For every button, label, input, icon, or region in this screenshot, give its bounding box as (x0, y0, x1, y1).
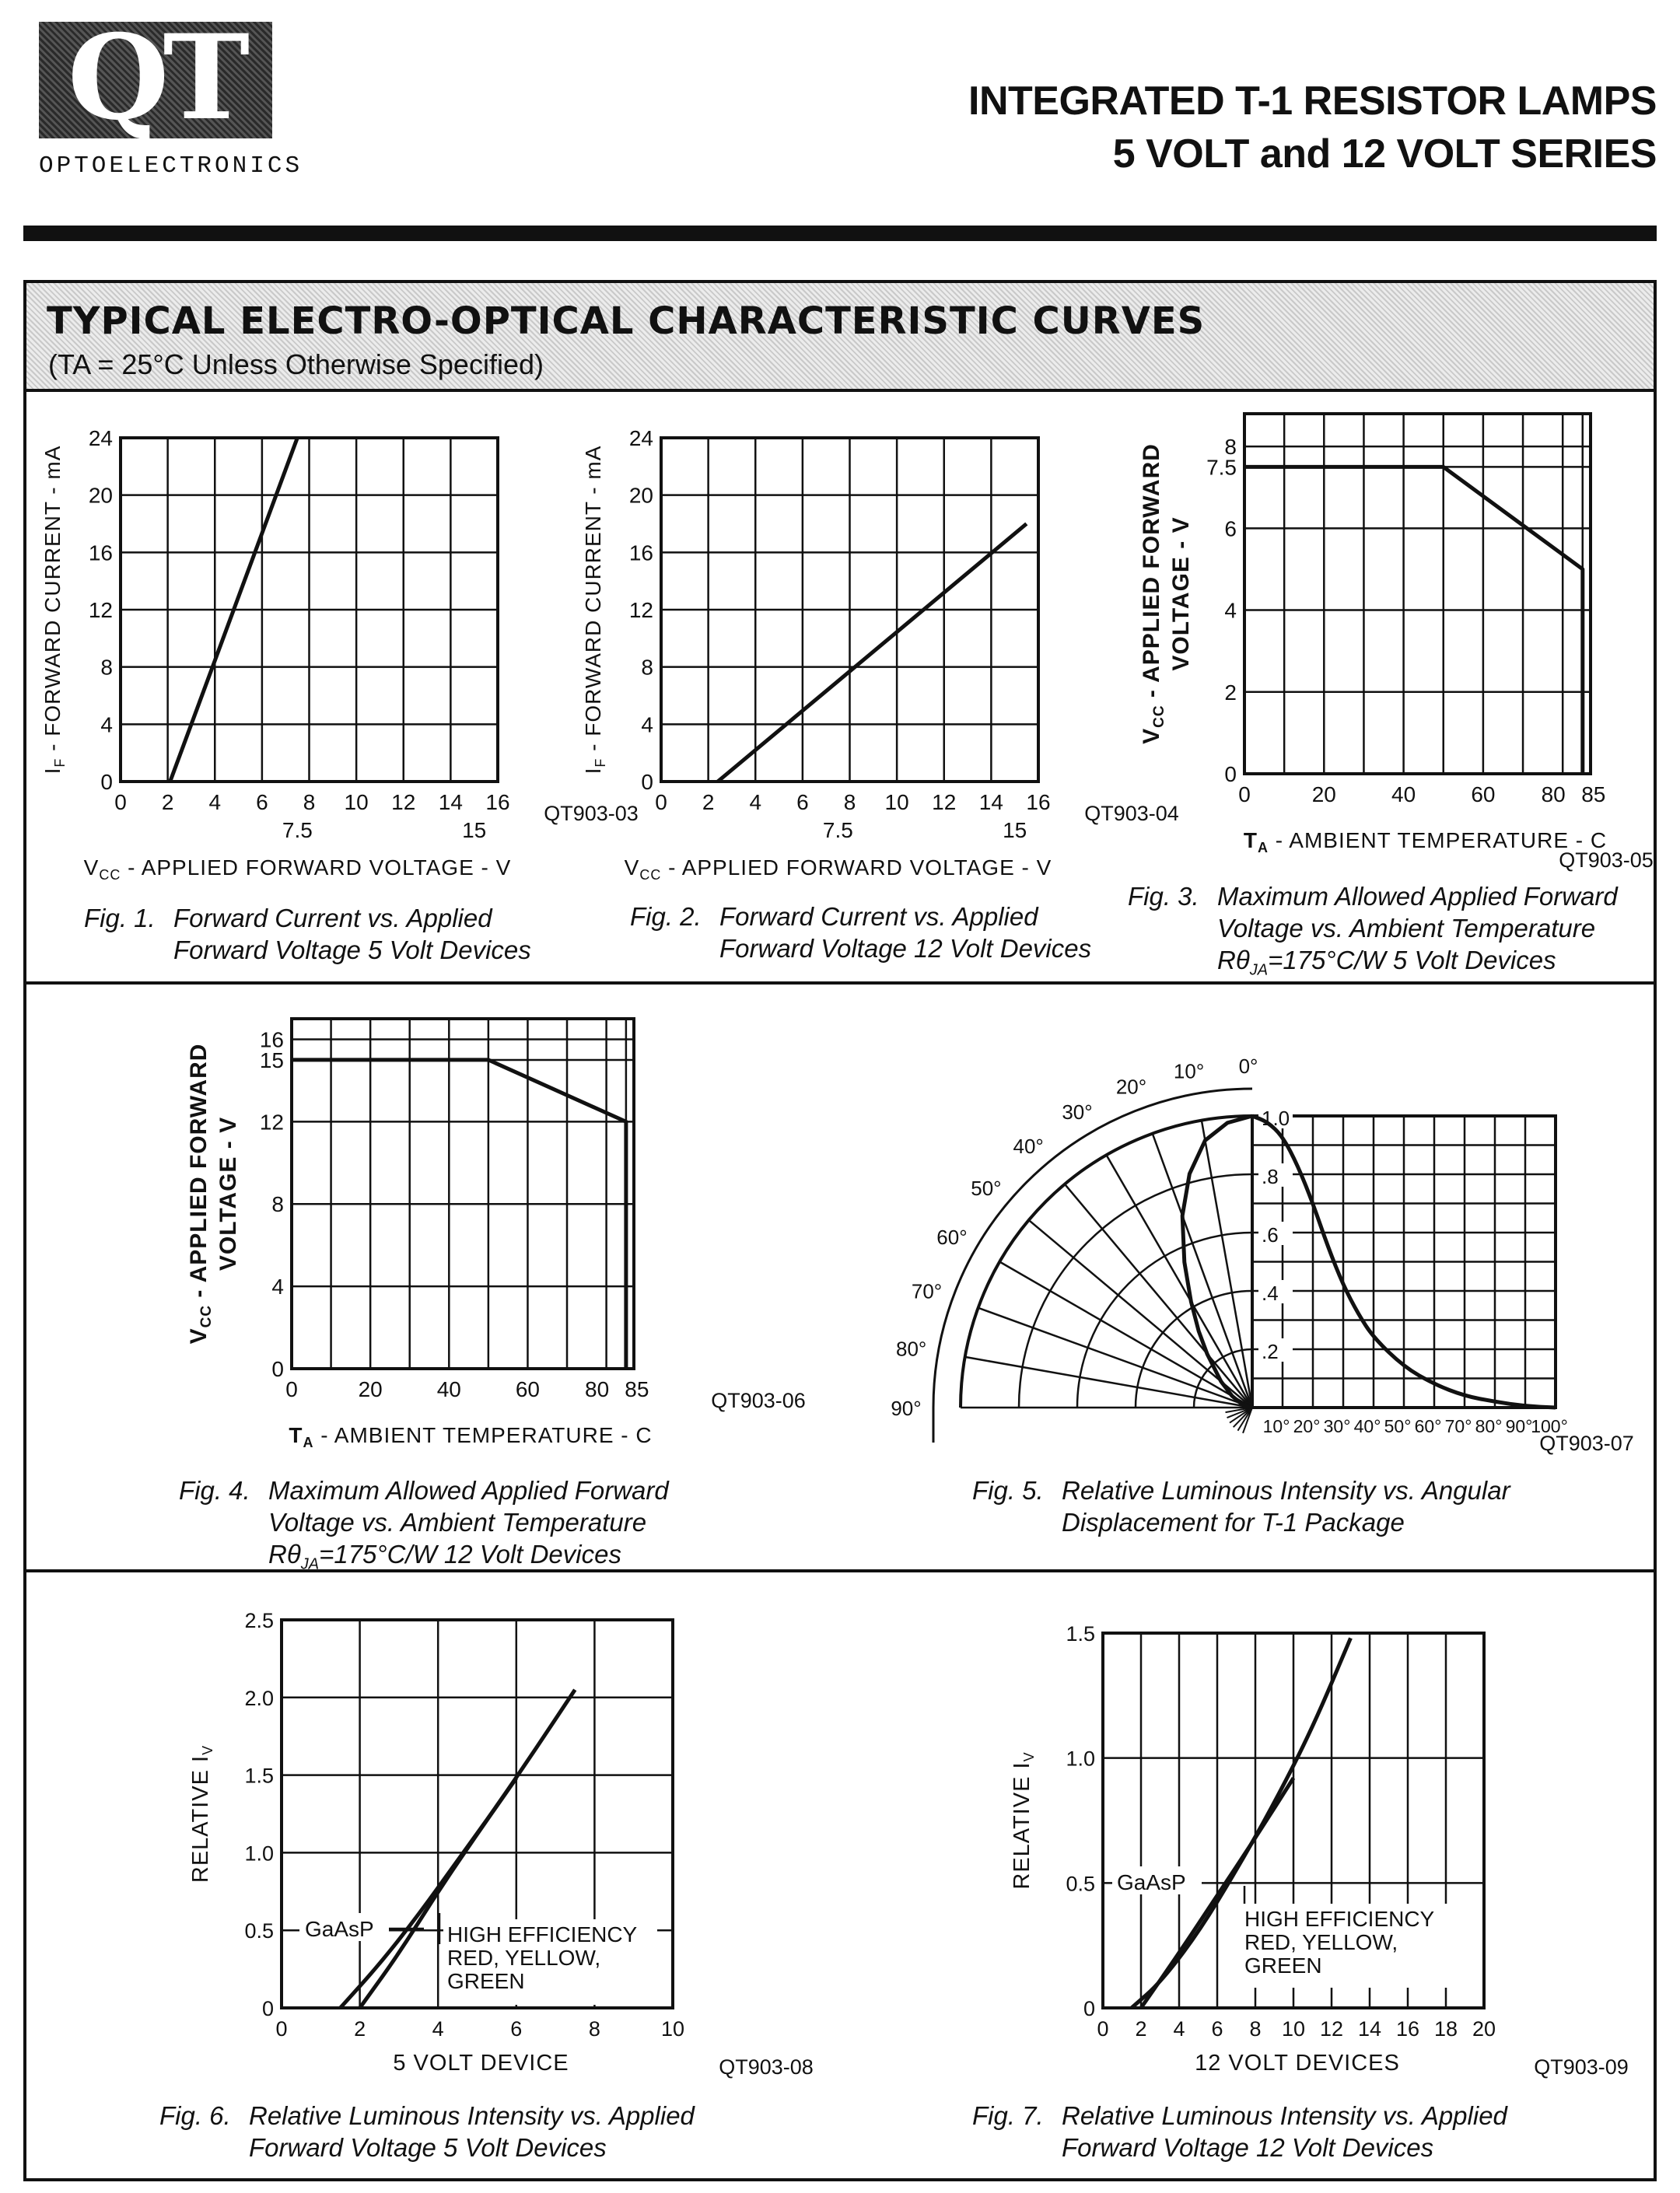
y-tick-label: 16 (628, 540, 653, 565)
x-tick-label: 20 (1472, 2017, 1496, 2041)
chart-fig3 (1139, 414, 1654, 872)
x-tick-label: 0 (114, 790, 127, 814)
annotation-gaasp: GaAsP (305, 1917, 374, 1941)
figure-code: QT903-09 (1534, 2055, 1629, 2079)
x-tick-label: 20° (1293, 1416, 1321, 1436)
x-tick-label: 50° (1384, 1416, 1412, 1436)
x-tick-label: 60° (1414, 1416, 1442, 1436)
caption-fig5 (972, 1474, 1510, 1538)
caption-fig7-number: Fig. 7. (972, 2101, 1044, 2130)
figure-code: QT903-04 (1084, 802, 1179, 825)
x-tick-label: 8 (303, 790, 316, 814)
x-tick-label: 0 (655, 790, 667, 814)
y-tick-label: 20 (88, 483, 113, 508)
annotation-he-line3: GREEN (1244, 1953, 1322, 1978)
x-tick-label: 2 (1135, 2017, 1147, 2041)
y-axis-label: $V_{CC}$ - APPLIED FORWARD (186, 1043, 215, 1345)
logo-letters: QT (67, 9, 244, 146)
x-tick-label: 20 (358, 1377, 383, 1401)
y-tick-label: 1.5 (1066, 1622, 1095, 1646)
y-tick-label: 12 (628, 598, 653, 622)
x-tick-label-secondary: 7.5 (822, 818, 853, 842)
figure-code: QT903-08 (719, 2055, 814, 2079)
caption-fig2-line1: Forward Current vs. Applied (719, 902, 1038, 931)
polar-angle-label: 10° (1173, 1059, 1205, 1083)
header-title-line2: 5 VOLT and 12 VOLT SERIES (1112, 131, 1657, 177)
y-tick-label: 8 (100, 655, 113, 680)
y-tick-label: 6 (1224, 516, 1237, 541)
x-tick-label: 4 (432, 2017, 444, 2041)
x-tick-label: 16 (1026, 790, 1051, 814)
annotation-he-line1: HIGH EFFICIENCY (447, 1922, 638, 1946)
logo-subtitle: OPTOELECTRONICS (39, 152, 303, 180)
y-tick-label: 7.5 (1206, 455, 1237, 480)
series-line-1 (292, 1060, 626, 1369)
x-tick-label: 2 (702, 790, 715, 814)
x-tick-label: 4 (208, 790, 222, 814)
x-tick-label: 2 (161, 790, 174, 814)
figure-code: QT903-06 (711, 1389, 806, 1412)
chart-fig5 (891, 1055, 1633, 1455)
x-tick-label: 40 (1391, 782, 1416, 806)
caption-fig1-line1: Forward Current vs. Applied (173, 904, 492, 932)
x-tick-label: 0 (275, 2017, 288, 2041)
caption-fig5-line2: Displacement for T-1 Package (1062, 1508, 1405, 1537)
caption-fig3-line3-sub: JA (1249, 961, 1269, 979)
y-tick-label: 24 (88, 426, 113, 450)
x-tick-label: 40 (436, 1377, 461, 1401)
y-tick-label: 0 (1224, 762, 1237, 786)
polar-angle-label: 70° (911, 1279, 943, 1303)
y-axis-label: $I_F$ - FORWARD CURRENT - mA (40, 445, 68, 775)
x-tick-label-secondary: 7.5 (282, 818, 313, 842)
caption-fig1-number: Fig. 1. (84, 904, 156, 932)
y-tick-label: 20 (628, 483, 653, 508)
chart-fig4 (186, 1019, 806, 1450)
y-tick-label: 1.5 (244, 1764, 274, 1788)
polar-angle-label: 40° (1013, 1134, 1044, 1158)
polar-angle-label: 80° (896, 1337, 927, 1361)
y-tick-label: 0 (100, 770, 113, 794)
y-tick-label: 12 (88, 598, 113, 622)
x-tick-label: 2 (354, 2017, 366, 2041)
polar-angle-label: 0° (1238, 1055, 1258, 1078)
figure-code: QT903-05 (1559, 848, 1654, 872)
x-tick-label-secondary: 15 (462, 818, 487, 842)
x-tick-label: 8 (1249, 2017, 1262, 2041)
plot-frame (292, 1019, 634, 1369)
caption-fig3-number: Fig. 3. (1128, 882, 1199, 911)
x-tick-label: 40° (1353, 1416, 1381, 1436)
x-tick-label: 80 (585, 1377, 610, 1401)
series-line-1 (1244, 467, 1583, 774)
x-tick-label: 14 (978, 790, 1003, 814)
x-tick-label: 0 (1097, 2017, 1109, 2041)
y-tick-label: 4 (100, 712, 113, 737)
x-tick-label: 10 (660, 2017, 685, 2041)
x-tick-label: 10 (344, 790, 369, 814)
caption-fig6 (159, 2100, 695, 2163)
x-tick-label: 100° (1531, 1416, 1568, 1436)
x-tick-label: 90° (1505, 1416, 1533, 1436)
x-axis-label: $V_{CC}$ - APPLIED FORWARD VOLTAGE - V (83, 855, 512, 883)
polar-angle-label: 90° (891, 1397, 922, 1420)
x-tick-label: 70° (1444, 1416, 1472, 1436)
x-tick-label: 18 (1433, 2017, 1458, 2041)
chart-fig6 (188, 1609, 814, 2079)
x-tick-label: 6 (1211, 2017, 1223, 2041)
x-tick-label: 10 (1281, 2017, 1306, 2041)
x-tick-label: 85 (1581, 782, 1606, 806)
y-tick-label: 15 (259, 1048, 284, 1072)
y-tick-label: 4 (271, 1275, 284, 1299)
caption-fig2-line2: Forward Voltage 12 Volt Devices (719, 934, 1092, 963)
polar-angle-label: 30° (1062, 1100, 1093, 1124)
x-axis-label: $T_A$ - AMBIENT TEMPERATURE - C (289, 1423, 653, 1450)
x-tick-label: 6 (796, 790, 809, 814)
y-tick-label: 16 (259, 1027, 284, 1052)
section-title: TYPICAL ELECTRO-OPTICAL CHARACTERISTIC CURVES (47, 299, 1206, 343)
y-tick-label: 1.0 (1066, 1747, 1095, 1771)
caption-fig6-line2: Forward Voltage 5 Volt Devices (249, 2133, 607, 2162)
x-tick-label: 6 (510, 2017, 523, 2041)
caption-fig4-line2: Voltage vs. Ambient Temperature (268, 1508, 647, 1537)
y-tick-label: 2.0 (244, 1686, 274, 1710)
x-tick-label: 14 (438, 790, 463, 814)
y-tick-label: .4 (1262, 1282, 1279, 1305)
x-tick-label: 16 (1395, 2017, 1420, 2041)
annotation-he-line1: HIGH EFFICIENCY (1244, 1907, 1435, 1931)
y-tick-label: 1.0 (1262, 1107, 1290, 1130)
polar-angle-label: 50° (971, 1177, 1002, 1201)
caption-fig1-line2: Forward Voltage 5 Volt Devices (173, 936, 531, 964)
y-tick-label: 0.5 (244, 1919, 274, 1943)
caption-fig7 (972, 2100, 1507, 2163)
caption-fig6-line1: Relative Luminous Intensity vs. Applied (249, 2101, 695, 2130)
x-axis-label: 5 VOLT DEVICE (393, 2051, 569, 2076)
annotation-he-line2: RED, YELLOW, (1244, 1930, 1398, 1954)
figure-code: QT903-07 (1539, 1432, 1634, 1455)
x-tick-label: 8 (843, 790, 856, 814)
y-axis-label-line2: VOLTAGE - V (215, 1116, 241, 1271)
x-tick-label: 60 (515, 1377, 541, 1401)
x-tick-label: 4 (1173, 2017, 1185, 2041)
x-tick-label: 4 (749, 790, 762, 814)
y-tick-label: 0 (1083, 1997, 1095, 2020)
y-tick-label: 24 (628, 426, 653, 450)
x-tick-label: 12 (932, 790, 957, 814)
y-tick-label: 1.0 (244, 1841, 274, 1866)
x-tick-label: 60 (1471, 782, 1496, 806)
caption-fig4-number: Fig. 4. (179, 1476, 250, 1505)
caption-fig2 (630, 901, 1091, 964)
caption-fig3-line1: Maximum Allowed Applied Forward (1217, 882, 1618, 911)
x-tick-label: 10° (1262, 1416, 1290, 1436)
y-axis-label: RELATIVE $I_V$ (1010, 1751, 1037, 1890)
series-line-1 (718, 524, 1027, 782)
y-tick-label: 8 (271, 1192, 284, 1217)
y-tick-label: 4 (1224, 598, 1237, 623)
x-tick-label: 30° (1323, 1416, 1351, 1436)
x-tick-label: 14 (1357, 2017, 1382, 2041)
caption-fig2-number: Fig. 2. (630, 902, 702, 931)
caption-fig4-line3: Rθ (268, 1540, 301, 1569)
header-title-line1: INTEGRATED T-1 RESISTOR LAMPS (968, 79, 1657, 124)
polar-angle-label: 20° (1115, 1075, 1147, 1099)
y-tick-label: 4 (641, 712, 653, 737)
annotation-he-line2: RED, YELLOW, (447, 1946, 601, 1970)
caption-fig3-line3: Rθ (1217, 946, 1250, 974)
chart-fig7 (1010, 1622, 1629, 2079)
caption-fig1 (84, 902, 531, 966)
y-axis-label: $V_{CC}$ - APPLIED FORWARD (1139, 443, 1167, 744)
polar-intensity-curve (1182, 1116, 1252, 1408)
caption-fig4-line1: Maximum Allowed Applied Forward (268, 1476, 669, 1505)
section-subtitle: (TA = 25°C Unless Otherwise Specified) (48, 348, 544, 380)
x-tick-label: 16 (485, 790, 510, 814)
y-tick-label: 12 (259, 1110, 284, 1135)
caption-fig7-line1: Relative Luminous Intensity vs. Applied (1062, 2101, 1507, 2130)
x-tick-label-secondary: 15 (1003, 818, 1027, 842)
x-tick-label: 8 (588, 2017, 600, 2041)
polar-angle-label: 60° (936, 1226, 968, 1249)
caption-fig7-line2: Forward Voltage 12 Volt Devices (1062, 2133, 1434, 2162)
x-tick-label: 12 (391, 790, 416, 814)
x-tick-label: 85 (625, 1377, 649, 1401)
caption-fig3-line3-rest: =175°C/W 5 Volt Devices (1268, 946, 1556, 974)
caption-fig4-line3-sub: JA (300, 1555, 320, 1573)
x-tick-label: 6 (256, 790, 268, 814)
caption-fig6-number: Fig. 6. (159, 2101, 231, 2130)
y-axis-label: $I_F$ - FORWARD CURRENT - mA (581, 445, 608, 775)
caption-fig4 (179, 1474, 669, 1581)
figure-code: QT903-03 (544, 802, 639, 825)
x-tick-label: 10 (884, 790, 909, 814)
chart-fig2 (581, 426, 1179, 883)
y-tick-label: 16 (88, 540, 113, 565)
y-tick-label: 2.5 (244, 1609, 274, 1632)
x-axis-label: $V_{CC}$ - APPLIED FORWARD VOLTAGE - V (624, 855, 1052, 883)
y-tick-label: 0.5 (1066, 1872, 1095, 1896)
annotation-gaasp: GaAsP (1117, 1870, 1186, 1894)
annotation-he-line3: GREEN (447, 1969, 525, 1993)
caption-fig3-line2: Voltage vs. Ambient Temperature (1217, 914, 1596, 943)
x-tick-label: 80 (1541, 782, 1566, 806)
caption-fig4-line3-rest: =175°C/W 12 Volt Devices (319, 1540, 621, 1569)
y-tick-label: .8 (1262, 1165, 1279, 1188)
x-tick-label: 80° (1475, 1416, 1503, 1436)
y-tick-label: 0 (641, 770, 653, 794)
y-tick-label: .2 (1262, 1340, 1279, 1363)
caption-fig5-line1: Relative Luminous Intensity vs. Angular (1062, 1476, 1510, 1505)
caption-fig3 (1128, 880, 1618, 987)
x-tick-label: 0 (285, 1377, 298, 1401)
x-axis-label: $T_A$ - AMBIENT TEMPERATURE - C (1243, 828, 1608, 855)
y-axis-label-line2: VOLTAGE - V (1168, 516, 1194, 671)
y-tick-label: 0 (271, 1357, 284, 1381)
y-axis-label: RELATIVE $I_V$ (188, 1744, 215, 1883)
chart-fig1 (40, 426, 639, 883)
y-tick-label: 8 (1224, 435, 1237, 460)
x-tick-label: 20 (1311, 782, 1336, 806)
x-tick-label: 0 (1238, 782, 1251, 806)
caption-fig5-number: Fig. 5. (972, 1476, 1044, 1505)
x-axis-label: 12 VOLT DEVICES (1195, 2051, 1400, 2076)
y-tick-label: .6 (1262, 1223, 1279, 1247)
y-tick-label: 2 (1224, 680, 1237, 705)
y-tick-label: 0 (261, 1997, 274, 2020)
x-tick-label: 12 (1319, 2017, 1344, 2041)
y-tick-label: 8 (641, 655, 653, 680)
